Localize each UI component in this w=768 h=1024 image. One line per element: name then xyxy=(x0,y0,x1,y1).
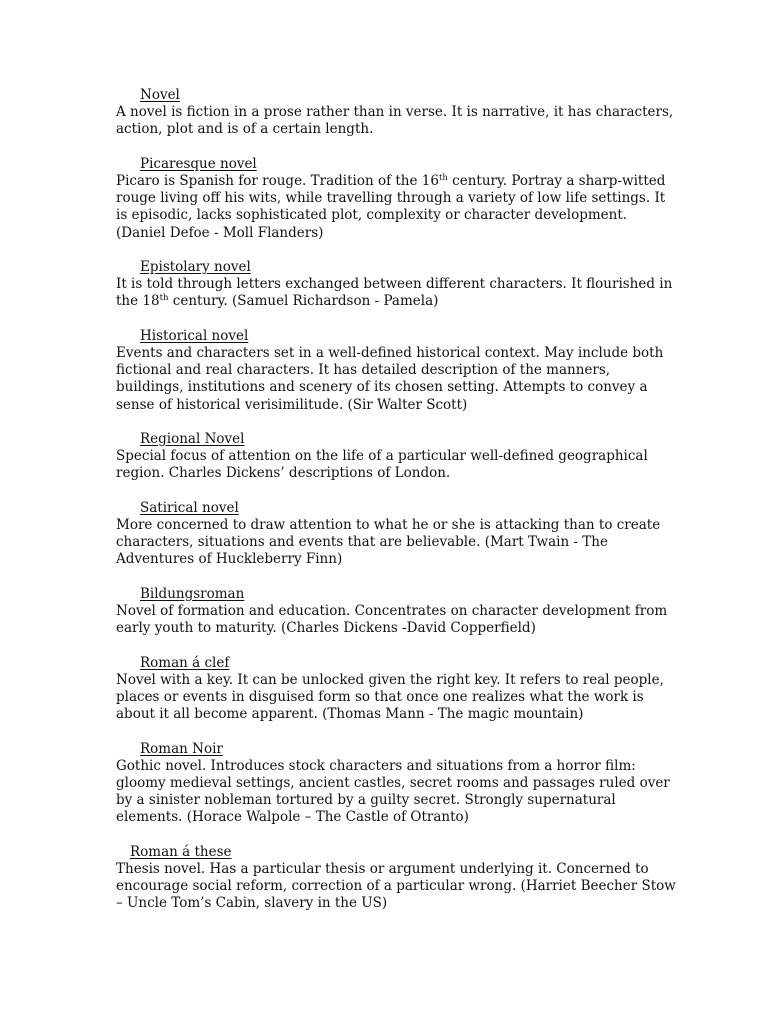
superscript: th xyxy=(438,173,448,183)
body-line xyxy=(116,207,656,224)
text-run: sense of historical verisimilitude. (Sir Walter Scott) xyxy=(116,396,468,413)
text-run: by a sinister nobleman tortured by a guilty secret. Strongly supernatural xyxy=(116,792,616,809)
body-line xyxy=(116,104,674,121)
text-run: elements. (Horace Walpole – The Castle of Otranto) xyxy=(116,809,469,826)
body-line xyxy=(116,671,664,689)
text-run: Picaro is Spanish for rouge. Tradition of the 16 xyxy=(116,173,439,189)
text-run: characters, situations and events that are believable. (Mart Twain - The xyxy=(116,534,608,551)
text-run: Adventures of Huckleberry Finn) xyxy=(116,551,343,568)
text-run: places or events in disguised form so that once one realizes what the work is xyxy=(116,689,644,705)
body-line xyxy=(116,379,656,396)
section-1 xyxy=(116,155,666,242)
body-line xyxy=(116,225,656,242)
text-run: about it all become apparent. (Thomas Mann - The magic mountain) xyxy=(116,706,584,723)
section-spacer xyxy=(116,311,656,328)
body-line xyxy=(116,861,656,878)
section-spacer xyxy=(116,569,656,586)
body-line xyxy=(116,397,656,414)
text-run: – Uncle Tom’s Cabin, slavery in the US) xyxy=(116,895,388,912)
body-line xyxy=(116,345,664,362)
body-line xyxy=(116,689,656,706)
section-heading: Epistolary novel xyxy=(140,259,251,275)
section-heading: Bildungsroman xyxy=(140,585,245,602)
section-8 xyxy=(116,740,670,827)
text-run: the 18 xyxy=(116,293,160,310)
text-run: It is told through letters exchanged between different characters. It flourished in xyxy=(116,276,673,293)
text-run: A novel is fiction in a prose rather than in verse. It is narrative, it has characters, xyxy=(116,104,674,121)
text-run: gloomy medieval settings, ancient castles, secret rooms and passages ruled over xyxy=(116,775,670,791)
body-line xyxy=(116,362,656,379)
section-spacer xyxy=(116,139,656,156)
section-7 xyxy=(116,654,664,724)
body-line xyxy=(116,758,656,775)
body-line xyxy=(116,878,676,895)
body-line xyxy=(116,293,656,310)
superscript: th xyxy=(159,293,169,304)
body-line xyxy=(116,603,668,620)
section-spacer xyxy=(116,483,656,500)
section-heading: Picaresque novel xyxy=(140,155,257,172)
section-heading: Roman Noir xyxy=(140,740,223,757)
section-spacer xyxy=(116,242,656,259)
section-heading: Regional Novel xyxy=(140,431,245,447)
section-9 xyxy=(116,843,676,913)
document-body xyxy=(116,87,676,913)
text-run: More concerned to draw attention to what he or she is attacking than to create xyxy=(116,517,661,533)
section-spacer xyxy=(116,827,656,844)
body-line xyxy=(116,551,656,568)
body-line xyxy=(116,121,656,138)
section-heading: Satirical novel xyxy=(140,499,239,516)
body-line xyxy=(116,792,656,809)
text-run: Novel with a key. It can be unlocked given the right key. It refers to real people, xyxy=(116,671,664,688)
text-run: (Daniel Defoe - Moll Flanders) xyxy=(116,224,324,241)
text-run: fictional and real characters. It has detailed description of the manners, xyxy=(116,362,611,379)
body-line xyxy=(116,465,656,482)
text-run: buildings, institutions and scenery of its chosen setting. Attempts to convey a xyxy=(116,379,648,396)
body-line xyxy=(116,173,666,190)
text-run: is episodic, lacks sophisticated plot, complexity or character development. xyxy=(116,207,628,224)
section-0 xyxy=(116,87,674,139)
text-run: early youth to maturity. (Charles Dickens -David Copperfield) xyxy=(116,620,536,637)
section-heading: Novel xyxy=(140,87,180,103)
section-4 xyxy=(116,431,656,483)
body-line xyxy=(116,895,656,912)
body-line xyxy=(116,775,670,792)
text-run: rouge living off his wits, while travelling through a variety of low life settings. It xyxy=(116,190,666,207)
text-run: century. Portray a sharp-witted xyxy=(447,173,666,189)
text-run: Thesis novel. Has a particular thesis or argument underlying it. Concerned to xyxy=(116,861,649,877)
body-line xyxy=(116,448,656,465)
section-2 xyxy=(116,259,673,311)
body-line xyxy=(116,534,656,551)
section-heading: Historical novel xyxy=(140,327,249,344)
text-run: century. (Samuel Richardson - Pamela) xyxy=(168,293,439,310)
body-line xyxy=(116,809,656,826)
section-spacer xyxy=(116,723,656,740)
text-run: Novel of formation and education. Concentrates on character development from xyxy=(116,603,668,619)
section-5 xyxy=(116,499,661,569)
section-6 xyxy=(116,585,668,638)
section-spacer xyxy=(116,414,656,431)
text-run: encourage social reform, correction of a particular wrong. (Harriet Beecher Stow xyxy=(116,878,676,895)
text-run: action, plot and is of a certain length. xyxy=(116,121,374,138)
body-line xyxy=(116,706,656,723)
section-spacer xyxy=(116,637,656,654)
section-heading: Roman á clef xyxy=(140,654,230,671)
body-line xyxy=(116,190,666,207)
section-heading: Roman á these xyxy=(130,843,232,860)
text-run: Gothic novel. Introduces stock characters and situations from a horror film: xyxy=(116,757,636,774)
text-run: Events and characters set in a well-defined historical context. May include both xyxy=(116,345,664,361)
section-3 xyxy=(116,327,664,414)
text-run: region. Charles Dickens’ descriptions of London. xyxy=(116,465,451,482)
body-line xyxy=(116,620,656,637)
body-line xyxy=(116,517,661,534)
body-line xyxy=(116,276,673,293)
text-run: Special focus of attention on the life of a particular well-defined geographical xyxy=(116,448,648,465)
